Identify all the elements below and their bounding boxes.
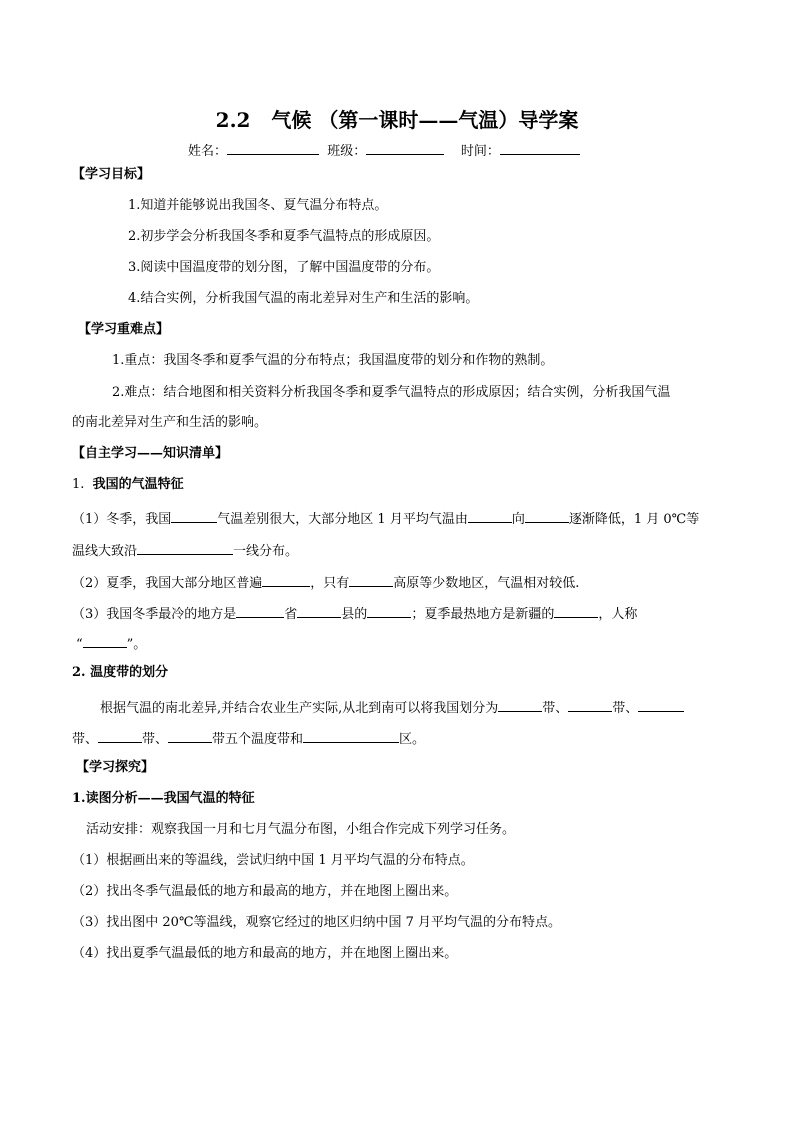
answer-blank[interactable] bbox=[303, 728, 399, 743]
time-blank[interactable] bbox=[500, 140, 580, 155]
q3-text: 省 bbox=[284, 607, 298, 622]
answer-blank[interactable] bbox=[349, 572, 393, 587]
question-3 bbox=[72, 603, 637, 624]
q2-text: （2）夏季，我国大部分地区普遍 bbox=[72, 576, 263, 591]
q3-text: 县的 bbox=[341, 607, 368, 622]
self-study-heading: 【自主学习——知识清单】 bbox=[72, 446, 229, 461]
key-points-heading: 【学习重难点】 bbox=[78, 322, 170, 337]
zone-text: 根据气温的南北差异,并结合农业生产实际,从北到南可以将我国划分为 bbox=[100, 701, 499, 716]
question-1-cont bbox=[72, 540, 298, 561]
section2-title: 2. 温度带的划分 bbox=[72, 665, 169, 680]
answer-blank[interactable] bbox=[98, 728, 142, 743]
section1-title bbox=[72, 476, 184, 494]
zone-text: 带、 bbox=[142, 732, 169, 747]
q3-text: “ bbox=[76, 637, 83, 652]
q2-text: ，只有 bbox=[310, 576, 350, 591]
answer-blank[interactable] bbox=[262, 572, 310, 587]
question-1 bbox=[72, 508, 699, 529]
answer-blank[interactable] bbox=[367, 603, 411, 618]
zone-text: 带、 bbox=[72, 732, 99, 747]
answer-blank[interactable] bbox=[568, 697, 612, 712]
page-title: 2.2 气候 （第一课时——气温）导学案 bbox=[215, 108, 579, 132]
answer-blank[interactable] bbox=[168, 728, 212, 743]
zone-question bbox=[100, 697, 684, 718]
task-item: （3）找出图中 20℃等温线，观察它经过的地区归纳中国 7 月平均气温的分布特点。 bbox=[72, 915, 562, 930]
student-info-line bbox=[188, 140, 580, 161]
answer-blank[interactable] bbox=[468, 508, 512, 523]
objective-item: 4.结合实例，分析我国气温的南北差异对生产和生活的影响。 bbox=[128, 291, 479, 306]
q1-text: （1）冬季，我国 bbox=[72, 512, 172, 527]
difficult-point-cont: 的南北差异对生产和生活的影响。 bbox=[72, 415, 268, 430]
q3-text: ；夏季最热地方是新疆的 bbox=[411, 607, 555, 622]
q2-text: 高原等少数地区，气温相对较低. bbox=[393, 576, 580, 591]
task-item: （1）根据画出来的等温线，尝试归纳中国 1 月平均气温的分布特点。 bbox=[72, 853, 474, 868]
q1-text: 气温差别很大，大部分地区 1 月平均气温由 bbox=[217, 512, 468, 527]
zone-text: 带、 bbox=[542, 701, 569, 716]
answer-blank[interactable] bbox=[83, 633, 127, 648]
objective-item: 3.阅读中国温度带的划分图，了解中国温度带的分布。 bbox=[128, 260, 440, 275]
explore-section-title: 1.读图分析——我国气温的特征 bbox=[72, 791, 255, 806]
objective-item: 1.知道并能够说出我国冬、夏气温分布特点。 bbox=[128, 198, 388, 213]
answer-blank[interactable] bbox=[554, 603, 598, 618]
answer-blank[interactable] bbox=[171, 508, 217, 523]
q3-text: ，人称 bbox=[598, 607, 638, 622]
answer-blank[interactable] bbox=[297, 603, 341, 618]
time-label: 时间： bbox=[460, 144, 500, 159]
zone-text: 区。 bbox=[399, 732, 426, 747]
question-3-cont bbox=[76, 633, 146, 654]
name-label: 姓名： bbox=[188, 144, 228, 159]
answer-blank[interactable] bbox=[236, 603, 284, 618]
question-2 bbox=[72, 572, 579, 593]
key-point: 1.重点：我国冬季和夏季气温的分布特点；我国温度带的划分和作物的熟制。 bbox=[112, 353, 554, 368]
task-item: （4）找出夏季气温最低的地方和最高的地方，并在地图上圈出来。 bbox=[72, 946, 458, 961]
class-blank[interactable] bbox=[366, 140, 444, 155]
objective-item: 2.初步学会分析我国冬季和夏季气温特点的形成原因。 bbox=[128, 229, 440, 244]
difficult-point: 2.难点：结合地图和相关资料分析我国冬季和夏季气温特点的形成原因；结合实例，分析我国气温 bbox=[112, 385, 671, 400]
class-label: 班级： bbox=[327, 144, 367, 159]
section1-label: 我国的气温特征 bbox=[92, 477, 184, 492]
q1-text: 向 bbox=[511, 512, 525, 527]
objectives-heading: 【学习目标】 bbox=[72, 167, 151, 182]
q1-text: 一线分布。 bbox=[233, 544, 299, 559]
answer-blank[interactable] bbox=[638, 697, 684, 712]
name-blank[interactable] bbox=[227, 140, 319, 155]
zone-text: 带五个温度带和 bbox=[212, 732, 304, 747]
answer-blank[interactable] bbox=[498, 697, 542, 712]
q1-text: 逐渐降低，1 月 0℃等 bbox=[568, 512, 700, 527]
q1-text: 温线大致沿 bbox=[72, 544, 138, 559]
answer-blank[interactable] bbox=[525, 508, 569, 523]
explore-heading: 【学习探究】 bbox=[76, 760, 155, 775]
q3-text: （3）我国冬季最冷的地方是 bbox=[72, 607, 237, 622]
task-item: （2）找出冬季气温最低的地方和最高的地方，并在地图上圈出来。 bbox=[72, 884, 458, 899]
zone-text: 带、 bbox=[612, 701, 639, 716]
answer-blank[interactable] bbox=[137, 540, 233, 555]
q3-text: ”。 bbox=[126, 637, 147, 652]
zone-question-cont bbox=[72, 728, 425, 749]
activity-text: 活动安排：观察我国一月和七月气温分布图，小组合作完成下列学习任务。 bbox=[86, 822, 516, 837]
section1-number: 1. bbox=[72, 477, 85, 492]
